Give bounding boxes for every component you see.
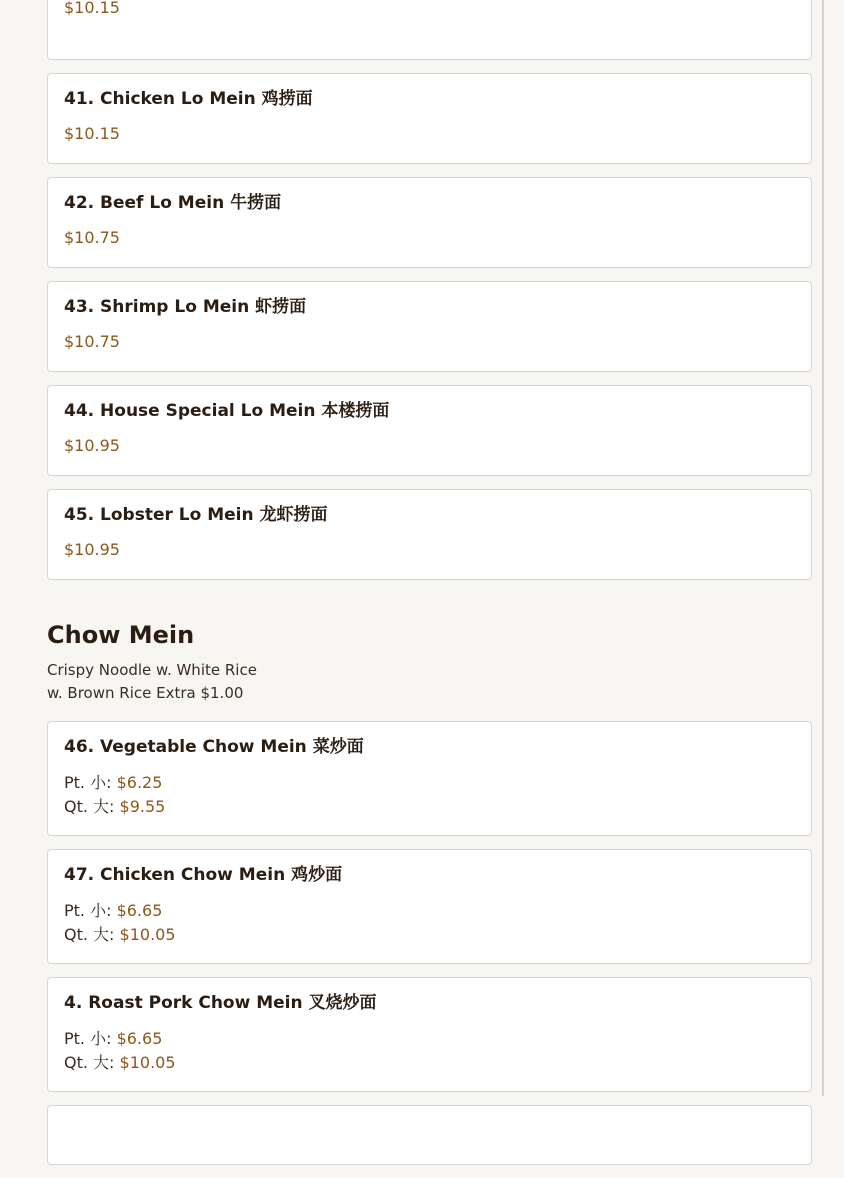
section-description-line: Crispy Noodle w. White Rice [47,661,257,679]
menu-item-name: 43. Shrimp Lo Mein 虾捞面 [64,297,307,317]
menu-item-price: $10.95 [64,436,120,455]
menu-item-card[interactable] [47,489,812,580]
size-label: Qt. 大: [64,925,120,944]
size-price: $6.25 [116,773,163,792]
menu-item-price: $10.15 [64,0,120,17]
menu-item-card[interactable] [47,849,812,964]
size-price: $6.65 [116,1029,163,1048]
size-label: Pt. 小: [64,773,117,792]
size-price-row [64,1051,795,1075]
menu-item-card[interactable] [47,177,812,268]
size-price: $9.55 [119,797,166,816]
size-label: Pt. 小: [64,901,117,920]
menu-item-card[interactable] [47,385,812,476]
menu-item-name: 47. Chicken Chow Mein 鸡炒面 [64,865,343,885]
size-price: $6.65 [116,901,163,920]
size-price-row [64,899,795,923]
section-title: Chow Mein [47,621,195,649]
menu-item-name: 41. Chicken Lo Mein 鸡捞面 [64,89,313,109]
size-price-row [64,1027,795,1051]
menu-item-name: 44. House Special Lo Mein 本楼捞面 [64,401,390,421]
page-right-border [822,0,824,1096]
chow-mein-section [47,620,812,1165]
menu-item-name: 42. Beef Lo Mein 牛捞面 [64,193,282,213]
menu-item-name: 46. Vegetable Chow Mein 菜炒面 [64,737,364,757]
size-label: Qt. 大: [64,1053,120,1072]
menu-item-price: $10.95 [64,540,120,559]
menu-item-name: 4. Roast Pork Chow Mein 叉烧炒面 [64,993,377,1013]
size-price: $10.05 [119,1053,176,1072]
section-description-line: w. Brown Rice Extra $1.00 [47,684,244,702]
menu-item-card[interactable] [47,0,812,60]
menu-item-price: $10.75 [64,332,120,351]
size-label: Pt. 小: [64,1029,117,1048]
menu-item-card[interactable] [47,73,812,164]
menu-item-card[interactable] [47,977,812,1092]
size-price-row [64,923,795,947]
menu-item-price: $10.75 [64,228,120,247]
size-price: $10.05 [119,925,176,944]
size-price-row [64,771,795,795]
size-price-row [64,795,795,819]
menu-item-card[interactable] [47,721,812,836]
size-label: Qt. 大: [64,797,120,816]
menu-item-price: $10.15 [64,124,120,143]
menu-item-card[interactable] [47,1105,812,1165]
menu-item-card[interactable] [47,281,812,372]
menu-page [47,0,812,1178]
menu-item-name: 45. Lobster Lo Mein 龙虾捞面 [64,505,328,525]
